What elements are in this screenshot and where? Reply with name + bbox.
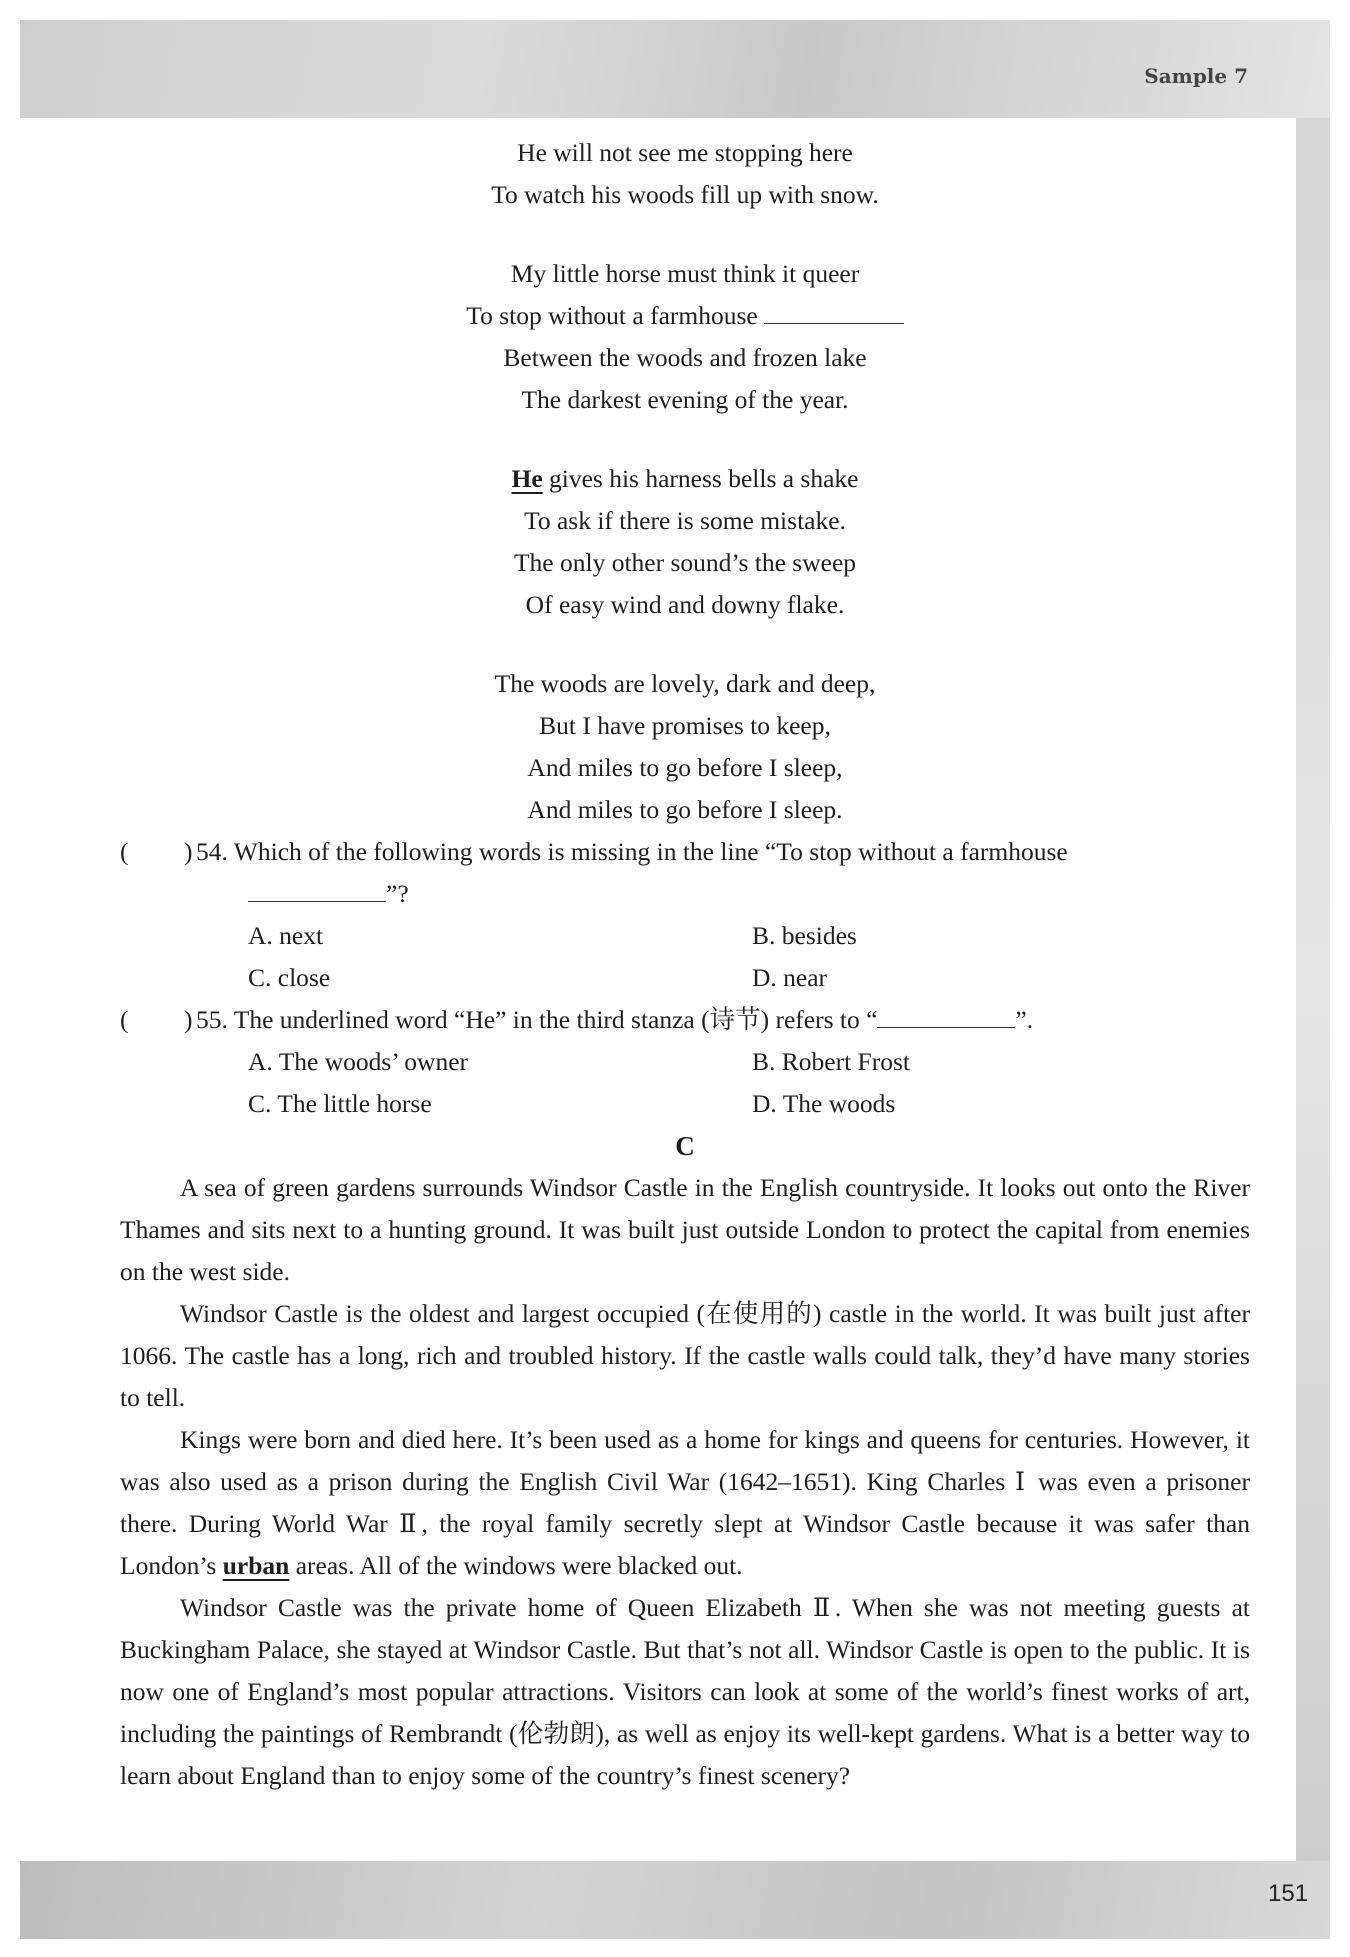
option-a: A. The woods’ owner bbox=[248, 1047, 469, 1076]
option-d: D. The woods bbox=[752, 1089, 896, 1118]
poem-line-text: gives his harness bells a shake bbox=[542, 464, 859, 493]
poem-line: Between the woods and frozen lake bbox=[503, 343, 867, 372]
underlined-word-urban: urban bbox=[222, 1551, 290, 1580]
poem-line: Of easy wind and downy flake. bbox=[525, 590, 845, 619]
poem-stanza-1 bbox=[120, 132, 1250, 216]
option-b: B. besides bbox=[752, 921, 857, 950]
answer-paren-close: ) bbox=[184, 1005, 193, 1034]
option-c: C. The little horse bbox=[248, 1089, 432, 1118]
question-text: 54. Which of the following words is missing in the line “To stop without a farmhouse bbox=[196, 837, 1068, 866]
poem-stanza-2 bbox=[120, 253, 1250, 421]
paragraph: A sea of green gardens surrounds Windsor Castle in the English countryside. It looks out onto the River Thames and sits next to a hunting ground. It was built just outside London to protect the capital from enemies on the west side. bbox=[120, 1173, 1250, 1286]
page-number: 151 bbox=[1268, 1880, 1309, 1907]
underlined-word-he: He bbox=[511, 464, 543, 493]
answer-blank bbox=[248, 877, 386, 902]
question-55 bbox=[120, 999, 1250, 1041]
poem bbox=[120, 132, 1250, 831]
poem-line-text: To stop without a farmhouse bbox=[466, 301, 758, 330]
poem-line: My little horse must think it queer bbox=[510, 259, 860, 288]
footer-band bbox=[20, 1861, 1330, 1939]
answer-paren-open: ( bbox=[120, 1005, 129, 1034]
option-c: C. close bbox=[248, 963, 331, 992]
poem-line: To watch his woods fill up with snow. bbox=[491, 180, 879, 209]
poem-stanza-4 bbox=[120, 663, 1250, 831]
poem-line: And miles to go before I sleep, bbox=[527, 753, 843, 782]
poem-line: He will not see me stopping here bbox=[517, 138, 853, 167]
side-band bbox=[1296, 118, 1330, 1861]
header-band bbox=[20, 20, 1330, 118]
answer-paren-open: ( bbox=[120, 837, 129, 866]
answer-blank bbox=[877, 1003, 1015, 1028]
paragraph: Windsor Castle was the private home of Queen Elizabeth Ⅱ. When she was not meeting guests at Buckingham Palace, she stayed at Windsor Castle. But that’s not all. Windsor Castle is open to the public. It is now one of England’s most popular attractions. Visitors can look at some of the world’s finest works of art, including the paintings of Rembrandt (伦勃朗), as well as enjoy its well-kept gardens. What is a better way to learn about England than to enjoy some of the country’s finest scenery? bbox=[120, 1593, 1250, 1790]
poem-line: The darkest evening of the year. bbox=[521, 385, 849, 414]
question-text bbox=[196, 999, 1033, 1041]
question-text-start: 55. The underlined word “He” in the third stanza (诗节) refers to “ bbox=[196, 1005, 878, 1034]
question-54 bbox=[120, 831, 1250, 873]
sample-label: Sample 7 bbox=[1144, 64, 1248, 88]
option-b: B. Robert Frost bbox=[752, 1047, 910, 1076]
question-55-options bbox=[120, 1041, 1250, 1125]
poem-line: The woods are lovely, dark and deep, bbox=[494, 669, 876, 698]
poem-stanza-3 bbox=[120, 458, 1250, 626]
poem-line: The only other sound’s the sweep bbox=[513, 548, 857, 577]
option-a: A. next bbox=[248, 921, 324, 950]
paragraph-text: areas. All of the windows were blacked out. bbox=[289, 1551, 743, 1580]
question-continuation bbox=[120, 873, 1250, 915]
option-d: D. near bbox=[752, 963, 828, 992]
question-text-end: ”? bbox=[386, 879, 409, 908]
paragraph: Windsor Castle is the oldest and largest occupied (在使用的) castle in the world. It was built just after 1066. The castle has a long, rich and troubled history. If the castle walls could talk, they’d have many stories to tell. bbox=[120, 1299, 1250, 1412]
section-title: C bbox=[675, 1131, 695, 1161]
paragraph-text: Kings were born and died here. It’s been used as a home for kings and queens for centuries. However, it was also used as a prison during the English Civil War (1642–1651). King Charles Ⅰ was even a prisoner there. During World War Ⅱ, the royal family secretly slept at Windsor Castle because it was safer than London’s bbox=[120, 1425, 1250, 1580]
page-content bbox=[120, 132, 1250, 1797]
poem-line bbox=[120, 458, 1250, 500]
poem-line: And miles to go before I sleep. bbox=[527, 795, 843, 824]
question-54-options bbox=[120, 915, 1250, 999]
question-text-end: ”. bbox=[1015, 1005, 1034, 1034]
poem-line: But I have promises to keep, bbox=[539, 711, 831, 740]
poem-line-with-blank bbox=[120, 295, 1250, 337]
paragraph bbox=[120, 1419, 1250, 1587]
poem-line: To ask if there is some mistake. bbox=[524, 506, 846, 535]
answer-paren-close: ) bbox=[184, 837, 193, 866]
answer-blank bbox=[764, 295, 904, 324]
